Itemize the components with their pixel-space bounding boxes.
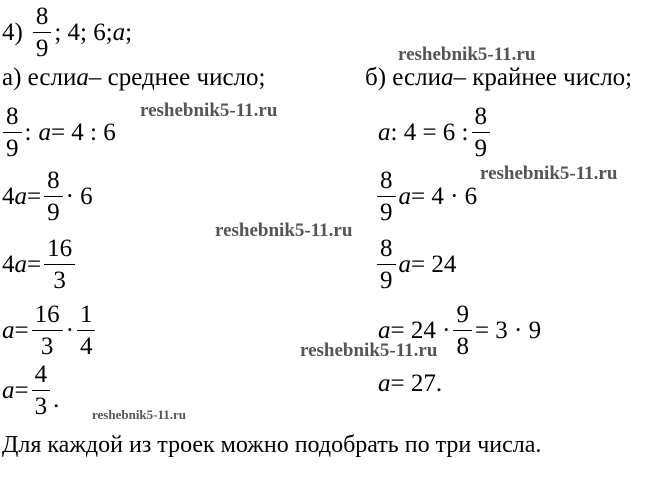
fraction [377, 168, 396, 225]
case-a-answer [2, 362, 59, 419]
fraction [44, 168, 63, 225]
variable: a [2, 376, 15, 404]
watermark: reshebnik5-11.ru [215, 220, 353, 241]
case-a-equation-4 [2, 302, 98, 359]
denominator: 8 [456, 333, 469, 360]
variable: a [76, 64, 89, 91]
case-a-equation-2 [2, 168, 93, 225]
expression: = 24 · [390, 316, 451, 344]
problem-statement [2, 4, 132, 61]
expression: · 6 [65, 182, 93, 210]
punctuation: ; [125, 18, 133, 46]
denominator: 3 [34, 393, 48, 420]
numerator: 8 [3, 104, 22, 133]
operator: · [65, 316, 74, 344]
case-b-equation-1 [378, 104, 493, 161]
expression: = 4 · 6 [411, 182, 478, 210]
denominator: 3 [53, 267, 66, 294]
numerator: 8 [33, 4, 52, 33]
operator: : [24, 118, 32, 146]
equals: = [27, 182, 42, 210]
variable: a [440, 64, 454, 91]
fraction [32, 362, 51, 419]
fraction [33, 4, 52, 61]
fraction [32, 302, 63, 359]
heading-text: – среднее число; [88, 64, 266, 91]
denominator: 9 [47, 199, 60, 226]
variable: a [2, 316, 15, 344]
numerator: 8 [377, 168, 396, 197]
numerator: 9 [453, 302, 472, 331]
expression: : 4 = 6 : [390, 118, 469, 146]
watermark: reshebnik5-11.ru [480, 163, 618, 184]
numerator: 8 [377, 236, 396, 265]
variable: a [112, 18, 126, 46]
coefficient: 4 [2, 250, 15, 278]
variable: a [398, 182, 411, 210]
equals: = [27, 250, 42, 278]
expression: = 27. [390, 370, 443, 397]
watermark: reshebnik5-11.ru [398, 44, 536, 65]
heading-text: а) если [2, 64, 77, 91]
case-b-equation-3 [374, 236, 456, 293]
case-b-equation-2 [374, 168, 477, 225]
numerator: 8 [472, 104, 491, 133]
coefficient: 4 [2, 182, 15, 210]
heading-text: б) если [365, 64, 441, 91]
watermark: reshebnik5-11.ru [92, 407, 187, 422]
conclusion-text: Для каждой из троек можно подобрать по три числа. [2, 432, 542, 458]
denominator: 9 [6, 135, 19, 162]
denominator: 9 [380, 267, 393, 294]
watermark: reshebnik5-11.ru [140, 100, 278, 121]
equals: = [14, 376, 29, 404]
numerator: 16 [44, 236, 75, 265]
denominator: 9 [474, 135, 487, 162]
numerator: 4 [32, 362, 51, 391]
denominator: 9 [35, 35, 49, 62]
fraction [453, 302, 472, 359]
heading-text: – крайнее число; [453, 64, 633, 91]
expression: = 24 [411, 250, 457, 278]
variable: a [38, 118, 51, 146]
variable: a [398, 250, 411, 278]
fraction [3, 104, 22, 161]
case-b-heading [365, 64, 632, 92]
numbers-text: ; 4; 6; [54, 18, 113, 46]
fraction [377, 236, 396, 293]
variable: a [378, 370, 391, 397]
denominator: 9 [380, 199, 393, 226]
fraction [44, 236, 75, 293]
numerator: 8 [44, 168, 63, 197]
punctuation: . [53, 385, 60, 413]
equals: = [14, 316, 29, 344]
fraction [77, 302, 96, 359]
case-a-equation-1 [0, 104, 116, 161]
variable: a [14, 182, 27, 210]
fraction [472, 104, 491, 161]
numerator: 16 [32, 302, 63, 331]
numerator: 1 [77, 302, 96, 331]
expression: = 4 : 6 [50, 118, 116, 146]
case-a-equation-3 [2, 236, 78, 293]
variable: a [378, 316, 391, 344]
expression: = 3 · 9 [474, 316, 542, 344]
case-a-heading [2, 64, 265, 92]
variable: a [378, 118, 391, 146]
watermark: reshebnik5-11.ru [300, 340, 438, 361]
denominator: 3 [40, 333, 54, 360]
case-b-answer [378, 370, 442, 398]
denominator: 4 [79, 333, 93, 360]
problem-number: 4) [2, 18, 23, 46]
variable: a [14, 250, 27, 278]
